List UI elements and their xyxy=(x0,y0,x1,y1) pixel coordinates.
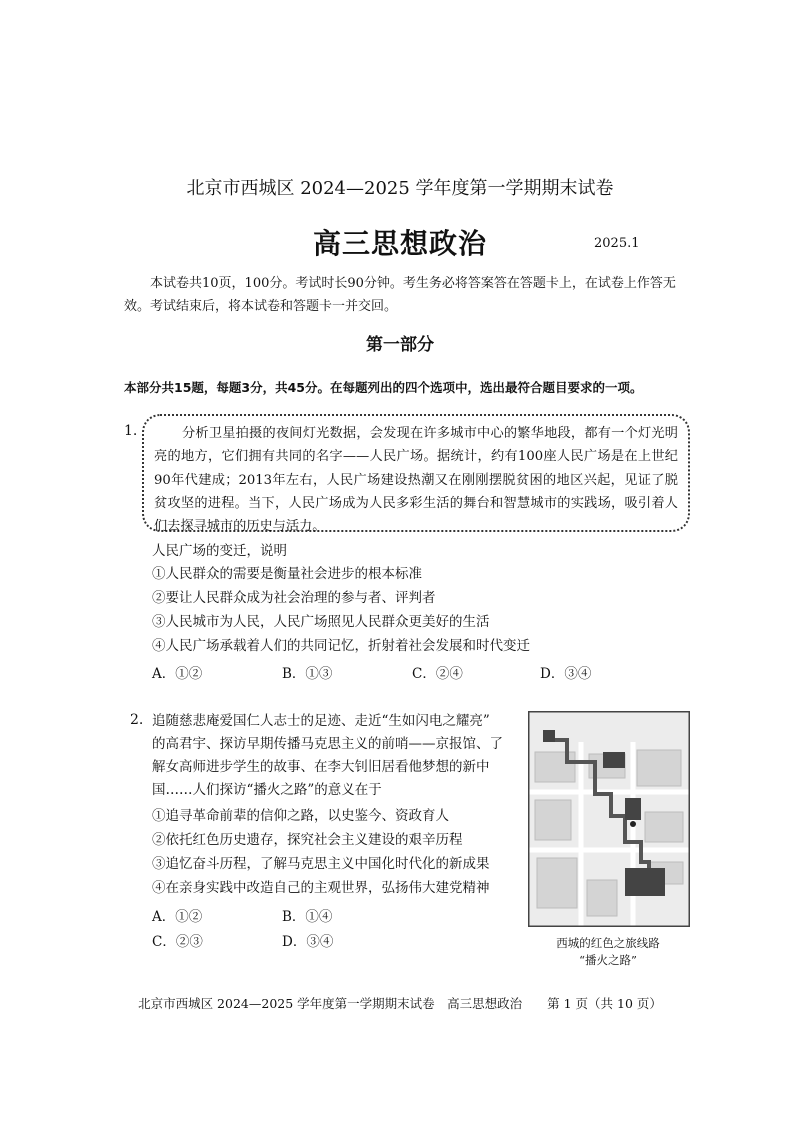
route-map-illustration xyxy=(528,711,690,927)
question-2-options xyxy=(152,804,524,900)
route-map-caption-line-1: 西城的红色之旅线路 xyxy=(556,936,660,950)
question-2-stem xyxy=(152,710,524,802)
part-title: 第一部分 xyxy=(366,335,434,355)
question-2-stem-line-1: 追随慈悲庵爱国仁人志士的足迹、走近“生如闪电之耀亮” xyxy=(152,713,490,729)
part-instruction: 本部分共15题，每题3分，共45分。在每题列出的四个选项中，选出最符合题目要求的一项。 xyxy=(124,380,643,395)
question-1-options xyxy=(152,562,692,658)
exam-date: 2025.1 xyxy=(594,236,640,251)
page-footer: 北京市西城区 2024—2025 学年度第一学期期末试卷 高三思想政治 第 1 页（共 10 页） xyxy=(138,996,662,1011)
question-2-number: 2. xyxy=(130,712,144,728)
exam-title: 北京市西城区 2024—2025 学年度第一学期期末试卷 xyxy=(186,178,614,199)
question-1-option-3: ③人民城市为人民，人民广场照见人民群众更美好的生活 xyxy=(152,614,490,630)
question-2-choice-c[interactable]: C．②③ xyxy=(152,934,203,950)
question-1-choice-d[interactable]: D．③④ xyxy=(540,666,592,682)
question-2-choice-a[interactable]: A．①② xyxy=(152,909,203,925)
question-2-choice-d[interactable]: D．③④ xyxy=(282,934,334,950)
route-map-caption-line-2: “播火之路” xyxy=(579,953,637,967)
question-1-option-4: ④人民广场承载着人们的共同记忆，折射着社会发展和时代变迁 xyxy=(152,638,530,654)
question-2-option-4: ④在亲身实践中改造自己的主观世界，弘扬伟大建党精神 xyxy=(152,880,490,896)
question-2-option-3: ③追忆奋斗历程，了解马克思主义中国化时代化的新成果 xyxy=(152,856,490,872)
question-1-option-1: ①人民群众的需要是衡量社会进步的根本标准 xyxy=(152,566,422,582)
question-1-number: 1. xyxy=(124,423,138,439)
question-1-material xyxy=(142,414,690,535)
question-2-stem-line-3: 解女高师进步学生的故事、在李大钊旧居看他梦想的新中 xyxy=(152,759,490,775)
route-map-caption xyxy=(528,935,688,969)
question-1-choice-a[interactable]: A．①② xyxy=(152,666,203,682)
question-2-option-1: ①追寻革命前辈的信仰之路，以史鉴今、资政育人 xyxy=(152,808,449,824)
question-2-stem-line-2: 的高君宇、探访早期传播马克思主义的前哨——京报馆、了 xyxy=(152,736,503,752)
question-1-material-text: 分析卫星拍摄的夜间灯光数据，会发现在许多城市中心的繁华地段，都有一个灯光明亮的地方，它们拥有共同的名字——人民广场。据统计，约有100座人民广场是在上世纪90年代建成；2013年左右，人民广场建设热潮又在刚刚摆脱贫困的地区兴起，见证了脱贫攻坚的进程。当下，人民广场成为人民多彩生活的舞台和智慧城市的实践场，吸引着人们去探寻城市的历史与活力。 xyxy=(154,426,678,535)
question-2-option-2: ②依托红色历史遗存，探究社会主义建设的艰辛历程 xyxy=(152,832,463,848)
route-map-drawing xyxy=(529,712,689,926)
question-2-choice-b[interactable]: B．①④ xyxy=(282,909,333,925)
subject-title: 高三思想政治 xyxy=(312,227,487,260)
question-1-choice-c[interactable]: C．②④ xyxy=(412,666,463,682)
question-1-choice-b[interactable]: B．①③ xyxy=(282,666,333,682)
question-1-stem: 人民广场的变迁，说明 xyxy=(152,543,287,559)
exam-instructions: 本试卷共10页，100分。考试时长90分钟。考生务必将答案答在答题卡上，在试卷上作答无效。考试结束后，将本试卷和答题卡一并交回。 xyxy=(124,276,676,314)
question-1-option-2: ②要让人民群众成为社会治理的参与者、评判者 xyxy=(152,590,436,606)
question-2-stem-line-4: 国……人们探访“播火之路”的意义在于 xyxy=(152,782,382,798)
